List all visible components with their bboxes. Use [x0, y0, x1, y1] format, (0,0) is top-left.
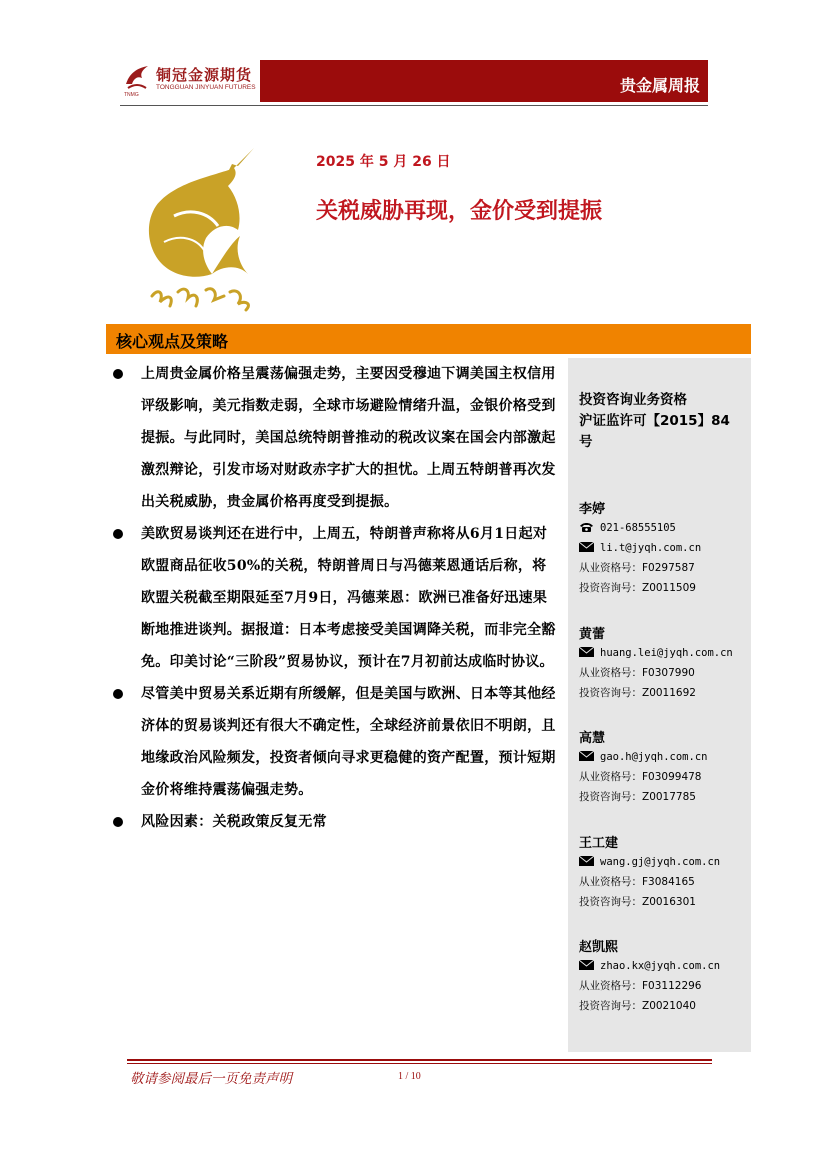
header-divider: [120, 105, 708, 106]
report-type-label: 贵金属周报: [619, 76, 700, 95]
list-item: [110, 678, 558, 806]
logo-cn-text: 铜冠金源期货: [156, 66, 253, 84]
analyst-cert: 从业资格号：F3084165: [579, 876, 695, 888]
logo-abbr-text: TNMG: [124, 92, 139, 98]
phone-icon: [579, 522, 594, 532]
email-row[interactable]: [579, 956, 749, 976]
page-number: 1 / 10: [398, 1071, 421, 1082]
analyst-name: 高慧: [579, 731, 606, 746]
list-item-text: 风险因素：关税政策反复无常: [141, 814, 327, 830]
analyst-card: [579, 623, 749, 703]
footer-divider: [127, 1059, 712, 1061]
mail-icon: [579, 856, 594, 866]
mail-icon: [579, 647, 594, 657]
report-date: 2025 年 5 月 26 日: [316, 154, 451, 170]
analyst-name: 李婷: [579, 502, 606, 517]
phone-row: [579, 518, 749, 538]
mail-icon: [579, 751, 594, 761]
analyst-advisor-no: 投资咨询号：Z0017785: [579, 791, 696, 803]
logo-mark-icon: [122, 62, 152, 92]
analyst-advisor-no: 投资咨询号：Z0016301: [579, 896, 696, 908]
analyst-cert: 从业资格号：F0307990: [579, 667, 695, 679]
list-item-text: 上周贵金属价格呈震荡偏强走势，主要因受穆迪下调美国主权信用评级影响，美元指数走弱，全球市场避险情绪升温，金银价格受到提振。与此同时，美国总统特朗普推动的税改议案在国会内部激起激烈辩论，引发市场对财政赤字扩大的担忧。上周五特朗普再次发出关税威胁，贵金属价格再度受到提振。: [141, 366, 556, 510]
footer-divider-thin: [127, 1063, 712, 1064]
analyst-card: [579, 936, 749, 1016]
section-header-bar: [106, 324, 751, 354]
company-logo: [120, 58, 260, 102]
company-emblem-icon: [134, 146, 266, 318]
list-item-text: 尽管美中贸易关系近期有所缓解，但是美国与欧洲、日本等其他经济体的贸易谈判还有很大不确定性，全球经济前景依旧不明朗，且地缘政治风险频发，投资者倾向寻求更稳健的资产配置，预计短期金价将维持震荡偏强走势。: [141, 686, 556, 798]
analyst-phone: 021-68555105: [600, 522, 676, 534]
analyst-advisor-no: 投资咨询号：Z0021040: [579, 1000, 696, 1012]
analyst-email[interactable]: zhao.kx@jyqh.com.cn: [600, 960, 721, 972]
analyst-cert: 从业资格号：F03112296: [579, 980, 702, 992]
bullet-icon: [113, 817, 123, 827]
page-header: [120, 58, 708, 104]
list-item: [110, 358, 558, 518]
bullet-icon: [113, 369, 123, 379]
analyst-cert: 从业资格号：F03099478: [579, 771, 702, 783]
analyst-cert: 从业资格号：F0297587: [579, 562, 695, 574]
analyst-name: 黄蕾: [579, 627, 606, 642]
analyst-card: [579, 727, 749, 807]
list-item: [110, 806, 558, 838]
analyst-advisor-no: 投资咨询号：Z0011692: [579, 687, 696, 699]
bullet-icon: [113, 529, 123, 539]
analyst-card: [579, 498, 749, 598]
analyst-card: [579, 832, 749, 912]
analyst-email[interactable]: huang.lei@jyqh.com.cn: [600, 647, 733, 659]
core-views-list: [110, 358, 558, 838]
email-row[interactable]: [579, 747, 749, 767]
analyst-email[interactable]: gao.h@jyqh.com.cn: [600, 751, 708, 763]
mail-icon: [579, 542, 594, 552]
disclaimer-link[interactable]: 敬请参阅最后一页免责声明: [130, 1071, 292, 1087]
list-item-text: 美欧贸易谈判还在进行中，上周五，特朗普声称将从6月1日起对欧盟商品征收50%的关税，特朗普周日与冯德莱恩通话后称，将欧盟关税截至期限延至7月9日，冯德莱恩：欧洲已准备好迅速果断地推进谈判。据报道：日本考虑接受美国调降关税，而非完全豁免。印美讨论“三阶段”贸易协议，预计在7月初前达成临时协议。: [141, 526, 556, 670]
list-item: [110, 518, 558, 678]
analyst-sidebar: [568, 358, 751, 1052]
analyst-email[interactable]: li.t@jyqh.com.cn: [600, 542, 702, 554]
header-banner: [260, 60, 708, 102]
analyst-name: 王工建: [579, 836, 619, 851]
analyst-email[interactable]: wang.gj@jyqh.com.cn: [600, 856, 721, 868]
section-title: 核心观点及策略: [116, 332, 229, 351]
analyst-advisor-no: 投资咨询号：Z0011509: [579, 582, 696, 594]
analyst-name: 赵凯熙: [579, 940, 619, 955]
logo-en-text: TONGGUAN JINYUAN FUTURES: [156, 84, 256, 91]
report-title: 关税威胁再现，金价受到提振: [316, 199, 603, 224]
qualification-text: 投资咨询业务资格 沪证监许可【2015】84 号: [579, 392, 730, 450]
mail-icon: [579, 960, 594, 970]
email-row[interactable]: [579, 643, 749, 663]
email-row[interactable]: [579, 538, 749, 558]
bullet-icon: [113, 689, 123, 699]
email-row[interactable]: [579, 852, 749, 872]
